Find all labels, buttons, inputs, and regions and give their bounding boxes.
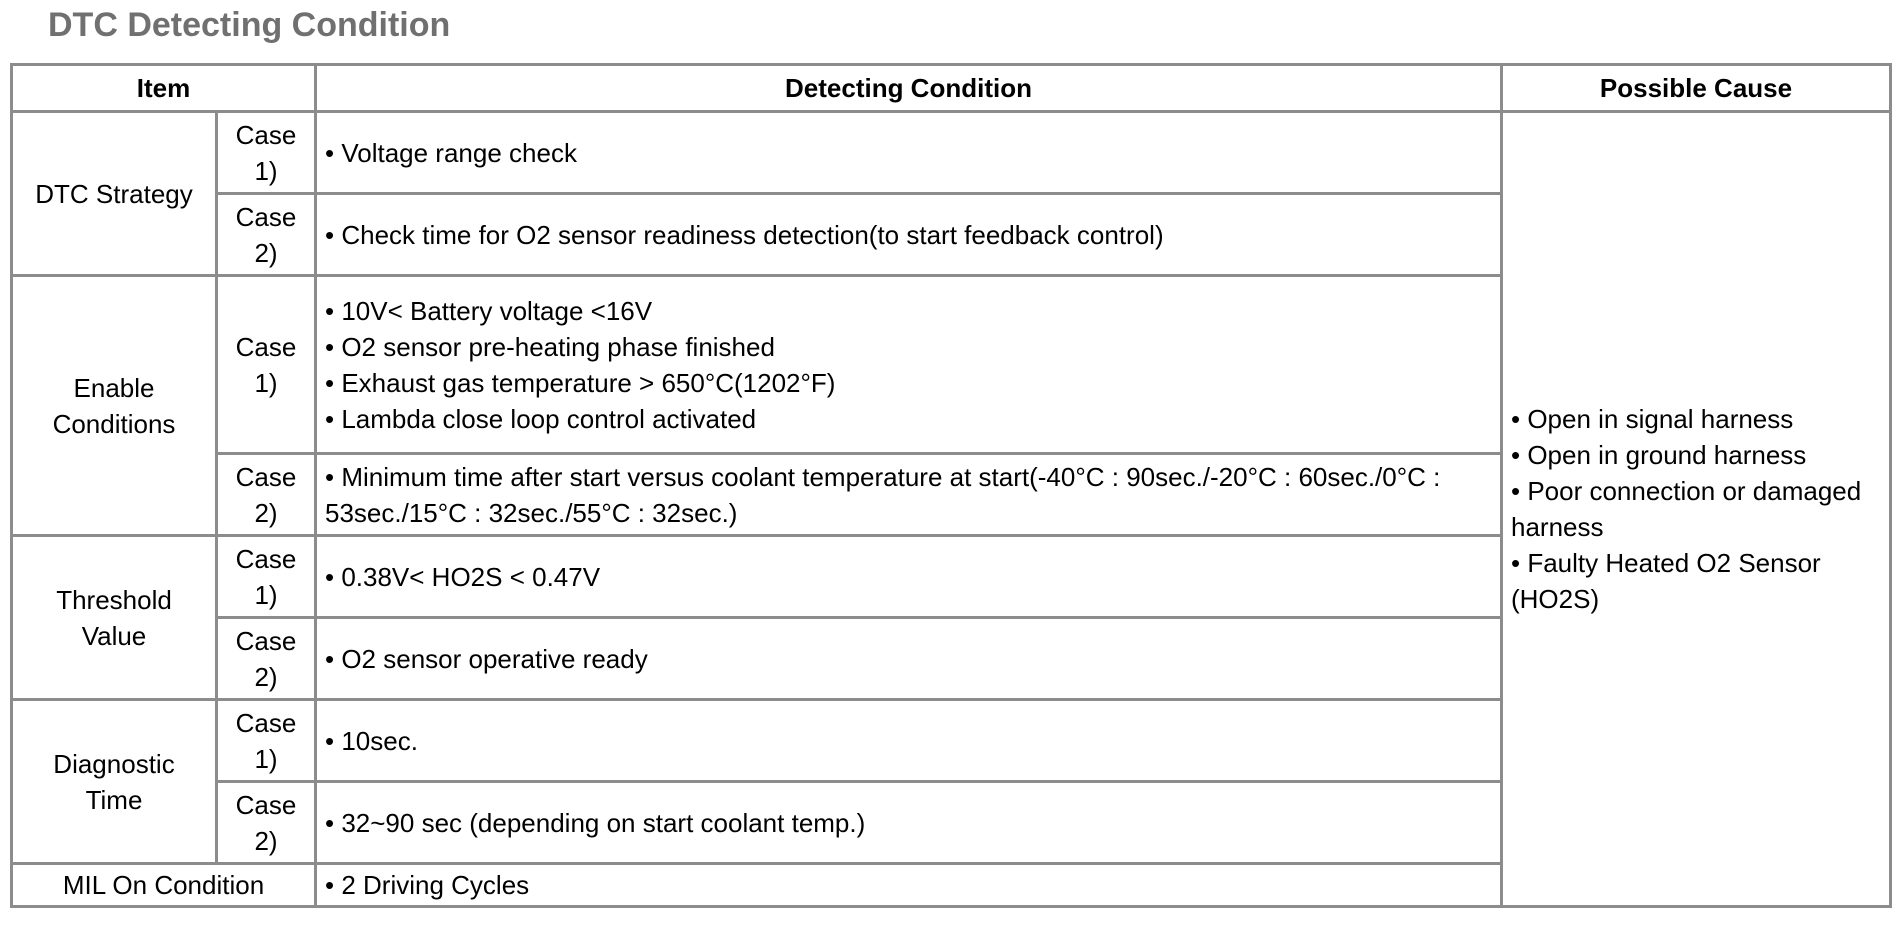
condition-line: • 0.38V< HO2S < 0.47V [325, 561, 601, 592]
case-label: Case 2) [217, 782, 316, 864]
cause-line: • Open in signal harness [1511, 404, 1794, 434]
item-diagnostic-time: Diagnostic Time [12, 700, 217, 864]
item-mil-on-condition: MIL On Condition [12, 864, 316, 907]
item-dtc-strategy: DTC Strategy [12, 112, 217, 276]
item-threshold-value: Threshold Value [12, 536, 217, 700]
cause-line: • Faulty Heated O2 Sensor [1511, 548, 1821, 578]
condition-cell [316, 454, 1502, 536]
case-label: Case 2) [217, 454, 316, 536]
table-row [12, 112, 1891, 194]
condition-line: • O2 sensor pre-heating phase finished [325, 331, 775, 362]
cause-line: (HO2S) [1511, 584, 1600, 614]
condition-line: • Check time for O2 sensor readiness detection(to start feedback control) [325, 219, 1164, 250]
condition-line: • 2 Driving Cycles [325, 870, 530, 900]
condition-line: • Lambda close loop control activated [325, 403, 757, 434]
dtc-table [10, 63, 1892, 908]
condition-cell [316, 618, 1502, 700]
condition-cell [316, 700, 1502, 782]
condition-line: • 10V< Battery voltage <16V [325, 295, 653, 326]
header-item: Item [12, 65, 316, 112]
condition-line: • Voltage range check [325, 137, 577, 168]
condition-cell [316, 864, 1502, 907]
header-row [12, 65, 1891, 112]
condition-line: • O2 sensor operative ready [325, 643, 648, 674]
case-label: Case 1) [217, 700, 316, 782]
header-detecting-condition: Detecting Condition [316, 65, 1502, 112]
case-label: Case 1) [217, 112, 316, 194]
case-label: Case 2) [217, 618, 316, 700]
item-enable-conditions: Enable Conditions [12, 276, 217, 536]
condition-line: • Minimum time after start versus coolant temperature at start(-40°C : 90sec./-20°C : 60sec./0°C : [325, 461, 1441, 492]
condition-line: 53sec./15°C : 32sec./55°C : 32sec.) [325, 497, 738, 528]
cause-line: • Poor connection or damaged [1511, 476, 1862, 506]
condition-line: • 10sec. [325, 725, 418, 756]
header-possible-cause: Possible Cause [1502, 65, 1891, 112]
case-label: Case 2) [217, 194, 316, 276]
cause-line: • Open in ground harness [1511, 440, 1807, 470]
condition-cell [316, 536, 1502, 618]
condition-line: • 32~90 sec (depending on start coolant temp.) [325, 807, 866, 838]
condition-cell [316, 112, 1502, 194]
page-title: DTC Detecting Condition [48, 6, 451, 44]
cause-line: harness [1511, 512, 1604, 542]
condition-cell [316, 194, 1502, 276]
condition-cell [316, 782, 1502, 864]
possible-cause-cell [1502, 112, 1891, 907]
case-label: Case 1) [217, 276, 316, 454]
case-label: Case 1) [217, 536, 316, 618]
condition-cell [316, 276, 1502, 454]
condition-line: • Exhaust gas temperature > 650°C(1202°F) [325, 367, 836, 398]
